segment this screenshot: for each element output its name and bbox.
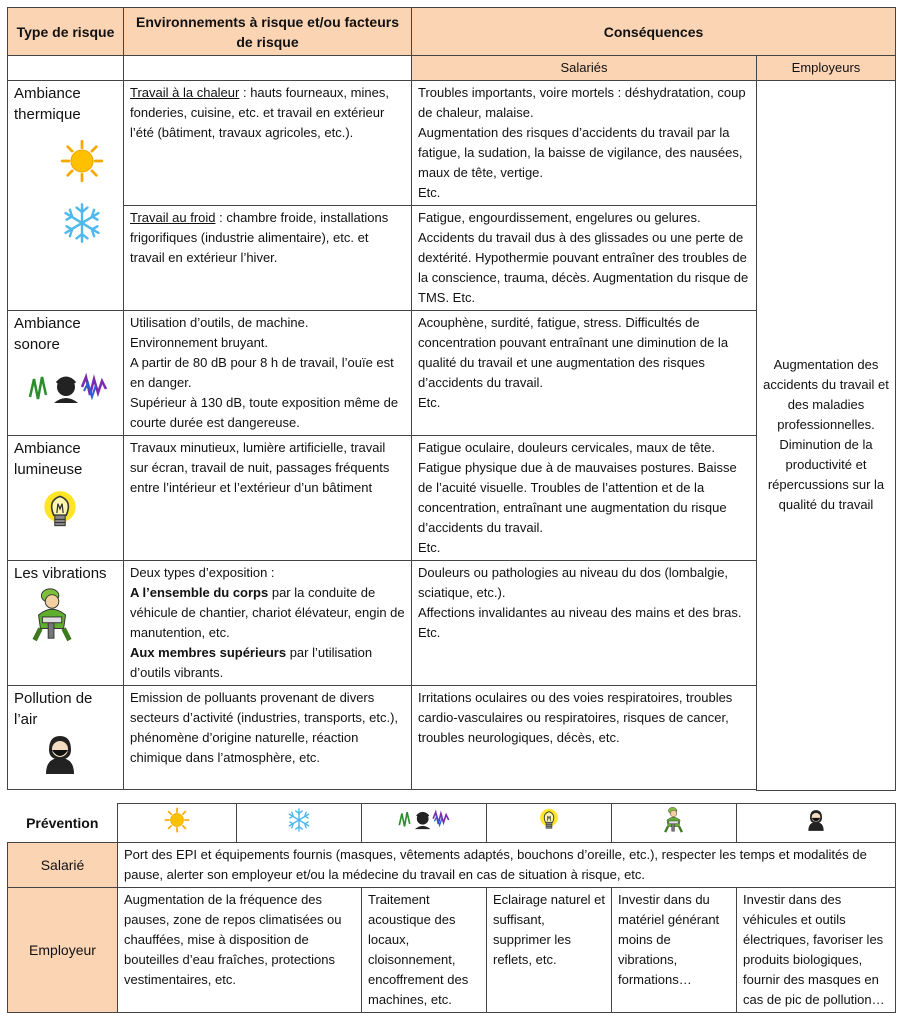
sal-text: Troubles importants, voire mortels : déshydratation, coup de chaleur, malaise. (418, 85, 746, 120)
lightbulb-icon (534, 807, 564, 833)
env-bold: Aux membres supérieurs (130, 645, 287, 660)
sal-chaleur (412, 81, 757, 206)
env-vibrations (124, 561, 412, 686)
sal-pollution: Irritations oculaires ou des voies respiratoires, troubles cardio-vasculaires ou respiratoires, risques de cancer, troubles neurologiques, décès, etc. (412, 686, 757, 790)
sun-icon (60, 139, 104, 183)
sal-text: Etc. (418, 540, 441, 555)
snowflake-icon (60, 201, 104, 245)
prev-employeur-cell: Eclairage naturel et suffisant, supprimer les reflets, etc. (487, 888, 612, 1013)
risk-type-pollution (8, 686, 124, 790)
env-text: Supérieur à 130 dB, toute exposition même de courte durée est dangereuse. (130, 395, 399, 430)
sal-froid: Fatigue, engourdissement, engelures ou gelures. Accidents du travail dus à des glissades ou une perte de dextérité. Hypothermie pouvant entraîner des troubles de la conscience, trauma, décès. Augmentation du risque de TMS. Etc. (412, 206, 757, 311)
prev-icon-cell (612, 804, 737, 843)
prev-employeur-cell: Augmentation de la fréquence des pauses, zone de repos climatisées ou chauffées, mise à disposition de bouteilles d’eau fraîches, protections vestimentaires, etc. (118, 888, 362, 1013)
prev-icon-cell (118, 804, 237, 843)
jackhammer-worker-icon (659, 806, 689, 834)
sal-text: Acouphène, surdité, fatigue, stress. Difficultés de concentration pouvant entraînant une diminution de la qualité du travail et une augmentation des risques d’accidents du travail. (418, 315, 729, 390)
env-froid-title: Travail au froid (130, 210, 216, 225)
env-lumineuse: Travaux minutieux, lumière artificielle, travail sur écran, travail de nuit, passages fréquents entre l’intérieur et l’extérieur d’un bâtiment (124, 436, 412, 561)
masked-person-icon (804, 808, 828, 832)
risk-type-label: Ambiance lumineuse (14, 440, 83, 478)
env-text (130, 583, 405, 643)
spacer (8, 790, 757, 791)
sal-text: Fatigue oculaire, douleurs cervicales, maux de tête. Fatigue physique due à de mauvaises postures. Baisse de l’acuité visuelle. Troubles de l’attention et de la concentration, entraînant une augmentation du risque d’accidents du travail. (418, 440, 737, 535)
risk-type-vibrations (8, 561, 124, 686)
header-salaries: Salariés (412, 56, 757, 81)
prev-employeur-cell: Investir dans des véhicules et outils électriques, favoriser les produits biologiques, fournir des masques en cas de pic de pollution… (737, 888, 896, 1013)
sal-vibrations (412, 561, 757, 686)
env-text: A partir de 80 dB pour 8 h de travail, l’ouïe est en danger. (130, 355, 394, 390)
sal-text: Etc. (418, 395, 441, 410)
risk-type-lumineuse (8, 436, 124, 561)
prev-icon-cell (362, 804, 487, 843)
snowflake-icon (284, 807, 314, 833)
masked-person-icon (40, 732, 80, 776)
env-chaleur (124, 81, 412, 206)
header-empty-cell (124, 56, 412, 81)
env-bold: A l’ensemble du corps (130, 585, 269, 600)
risk-type-label: Pollution de l’air (14, 690, 93, 728)
env-froid (124, 206, 412, 311)
prev-employeur-cell: Investir dans du matériel générant moins de vibrations, formations… (612, 888, 737, 1013)
header-consequences: Conséquences (412, 8, 896, 56)
risk-type-label: Ambiance sonore (14, 315, 81, 353)
env-text: par l’utilisation d’outils vibrants. (130, 645, 373, 680)
noise-icon (28, 369, 108, 409)
prevention-title: Prévention (26, 814, 99, 831)
risk-type-thermique (8, 81, 124, 311)
prev-employeur-cell: Traitement acoustique des locaux, cloisonnement, encoffrement des machines, etc. (362, 888, 487, 1013)
sal-sonore (412, 311, 757, 436)
employeurs-consequences: Augmentation des accidents du travail et des maladies professionnelles. Diminution de la productivité et répercussions sur la qualité du travail (757, 81, 896, 791)
sun-icon (162, 807, 192, 833)
sal-text: Douleurs ou pathologies au niveau du dos (lombalgie, sciatique, etc.). (418, 565, 729, 600)
env-text: Utilisation d’outils, de machine. (130, 315, 309, 330)
header-type-risque: Type de risque (8, 8, 124, 56)
prev-salarie-label: Salarié (8, 843, 118, 888)
risk-type-label: Ambiance thermique (14, 85, 81, 123)
prevention-table (7, 803, 896, 1013)
header-empty-cell (8, 56, 124, 81)
sal-lumineuse (412, 436, 757, 561)
header-environnements: Environnements à risque et/ou facteurs de risque (124, 8, 412, 56)
sal-text: Affections invalidantes au niveau des mains et des bras. (418, 605, 742, 620)
prev-icon-cell (737, 804, 896, 843)
sal-text: Etc. (418, 185, 441, 200)
env-froid-text: : chambre froide, installations frigorifiques (industrie alimentaire), etc. et travail en extérieur l’hiver. (130, 210, 389, 265)
prev-icon-cell (487, 804, 612, 843)
prev-employeur-label: Employeur (8, 888, 118, 1013)
risk-type-sonore (8, 311, 124, 436)
env-text: par la conduite de véhicule de chantier, chariot élévateur, engin de manutention, etc. (130, 585, 405, 640)
env-text: Deux types d’exposition : (130, 565, 275, 580)
env-chaleur-text: : hauts fourneaux, mines, fonderies, cuisine, etc. et travail en extérieur l’été (bâtiment, travaux agricoles, etc.). (130, 85, 389, 140)
env-chaleur-title: Travail à la chaleur (130, 85, 240, 100)
risk-type-label: Les vibrations (14, 565, 107, 582)
env-text: Environnement bruyant. (130, 335, 269, 350)
sal-text: Augmentation des risques d’accidents du travail par la fatigue, la sudation, la baisse de vigilance, des nausées, maux de tête, vertige. (418, 125, 743, 180)
env-pollution: Emission de polluants provenant de divers secteurs d’activité (industries, transports, etc.), phénomène d’origine naturelle, réaction chimique dans l’atmosphère, etc. (124, 686, 412, 790)
prev-salarie-text: Port des EPI et équipements fournis (masques, vêtements adaptés, bouchons d’oreille, etc.), respecter les temps et modalités de pause, alerter son employeur et/ou la médecine du travail en cas de situation à risque, etc. (118, 843, 896, 888)
sal-text: Etc. (418, 625, 441, 640)
env-text (130, 643, 405, 683)
noise-icon (397, 807, 451, 833)
lightbulb-icon (38, 488, 82, 534)
jackhammer-worker-icon (28, 586, 78, 644)
env-sonore (124, 311, 412, 436)
header-employeurs: Employeurs (757, 56, 896, 81)
risk-table (7, 7, 896, 791)
prev-icon-cell (237, 804, 362, 843)
